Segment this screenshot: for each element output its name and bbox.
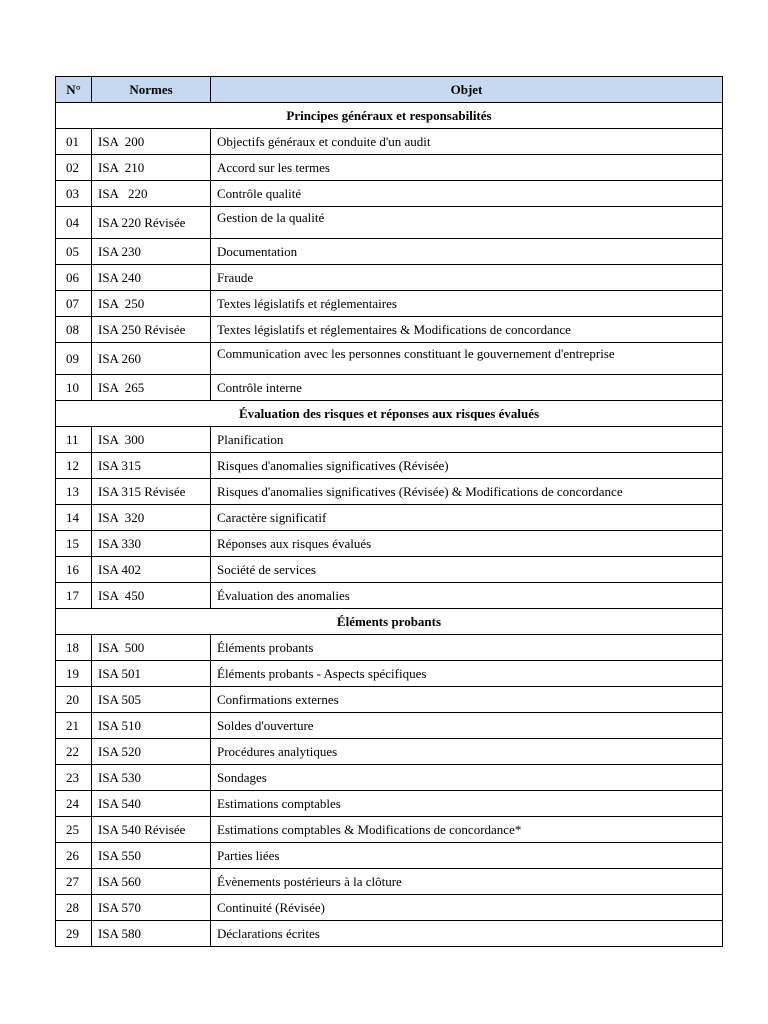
row-objet: Déclarations écrites: [211, 921, 723, 947]
row-objet: Accord sur les termes: [211, 155, 723, 181]
row-number: 27: [56, 869, 92, 895]
section-title: Éléments probants: [56, 609, 723, 635]
row-norme: ISA 580: [92, 921, 211, 947]
table-row: [56, 505, 723, 531]
row-norme: ISA 300: [92, 427, 211, 453]
table-row: [56, 843, 723, 869]
row-norme: ISA 250: [92, 291, 211, 317]
row-norme: ISA 540 Révisée: [92, 817, 211, 843]
row-number: 08: [56, 317, 92, 343]
row-objet: Continuité (Révisée): [211, 895, 723, 921]
table-row: [56, 129, 723, 155]
row-norme: ISA 315: [92, 453, 211, 479]
row-norme: ISA 330: [92, 531, 211, 557]
table-row: [56, 687, 723, 713]
row-objet: Documentation: [211, 239, 723, 265]
row-objet: Confirmations externes: [211, 687, 723, 713]
row-norme: ISA 240: [92, 265, 211, 291]
row-number: 02: [56, 155, 92, 181]
row-number: 03: [56, 181, 92, 207]
row-number: 17: [56, 583, 92, 609]
section-header-row: [56, 609, 723, 635]
row-norme: ISA 260: [92, 343, 211, 375]
header-normes: Normes: [92, 77, 211, 103]
section-title: Évaluation des risques et réponses aux risques évalués: [56, 401, 723, 427]
table-row: [56, 181, 723, 207]
row-norme: ISA 501: [92, 661, 211, 687]
row-objet: Textes législatifs et réglementaires & Modifications de concordance: [211, 317, 723, 343]
table-row: [56, 427, 723, 453]
row-number: 07: [56, 291, 92, 317]
row-norme: ISA 230: [92, 239, 211, 265]
table-row: [56, 921, 723, 947]
row-objet: Fraude: [211, 265, 723, 291]
row-objet: Objectifs généraux et conduite d'un audit: [211, 129, 723, 155]
row-norme: ISA 520: [92, 739, 211, 765]
row-objet: Gestion de la qualité: [211, 207, 723, 239]
row-number: 12: [56, 453, 92, 479]
row-number: 10: [56, 375, 92, 401]
row-number: 09: [56, 343, 92, 375]
row-norme: ISA 320: [92, 505, 211, 531]
row-number: 20: [56, 687, 92, 713]
section-title: Principes généraux et responsabilités: [56, 103, 723, 129]
header-objet: Objet: [211, 77, 723, 103]
table-row: [56, 317, 723, 343]
row-norme: ISA 210: [92, 155, 211, 181]
row-norme: ISA 540: [92, 791, 211, 817]
table-row: [56, 531, 723, 557]
row-number: 04: [56, 207, 92, 239]
row-objet: Risques d'anomalies significatives (Révisée) & Modifications de concordance: [211, 479, 723, 505]
row-objet: Contrôle interne: [211, 375, 723, 401]
row-number: 11: [56, 427, 92, 453]
table-row: [56, 375, 723, 401]
row-objet: Évaluation des anomalies: [211, 583, 723, 609]
table-row: [56, 869, 723, 895]
header-num: N°: [56, 77, 92, 103]
row-number: 13: [56, 479, 92, 505]
row-norme: ISA 402: [92, 557, 211, 583]
row-objet: Parties liées: [211, 843, 723, 869]
row-norme: ISA 550: [92, 843, 211, 869]
isa-standards-table-container: [55, 76, 722, 947]
row-number: 19: [56, 661, 92, 687]
row-objet: Risques d'anomalies significatives (Révisée): [211, 453, 723, 479]
row-number: 22: [56, 739, 92, 765]
row-objet: Soldes d'ouverture: [211, 713, 723, 739]
table-row: [56, 817, 723, 843]
row-norme: ISA 505: [92, 687, 211, 713]
table-row: [56, 265, 723, 291]
row-objet: Estimations comptables & Modifications de concordance*: [211, 817, 723, 843]
row-norme: ISA 560: [92, 869, 211, 895]
row-number: 28: [56, 895, 92, 921]
table-row: [56, 895, 723, 921]
row-objet: Éléments probants - Aspects spécifiques: [211, 661, 723, 687]
row-objet: Sondages: [211, 765, 723, 791]
row-norme: ISA 500: [92, 635, 211, 661]
row-norme: ISA 220: [92, 181, 211, 207]
row-number: 14: [56, 505, 92, 531]
table-row: [56, 207, 723, 239]
row-objet: Communication avec les personnes constituant le gouvernement d'entreprise: [211, 343, 723, 375]
row-number: 21: [56, 713, 92, 739]
row-norme: ISA 570: [92, 895, 211, 921]
table-row: [56, 557, 723, 583]
row-number: 06: [56, 265, 92, 291]
table-row: [56, 713, 723, 739]
row-norme: ISA 200: [92, 129, 211, 155]
row-norme: ISA 510: [92, 713, 211, 739]
table-row: [56, 343, 723, 375]
table-row: [56, 479, 723, 505]
row-number: 26: [56, 843, 92, 869]
row-norme: ISA 315 Révisée: [92, 479, 211, 505]
table-row: [56, 765, 723, 791]
row-norme: ISA 220 Révisée: [92, 207, 211, 239]
table-row: [56, 239, 723, 265]
row-objet: Contrôle qualité: [211, 181, 723, 207]
row-number: 16: [56, 557, 92, 583]
table-row: [56, 661, 723, 687]
row-objet: Estimations comptables: [211, 791, 723, 817]
row-objet: Réponses aux risques évalués: [211, 531, 723, 557]
row-number: 23: [56, 765, 92, 791]
row-objet: Société de services: [211, 557, 723, 583]
row-number: 29: [56, 921, 92, 947]
row-norme: ISA 265: [92, 375, 211, 401]
row-objet: Évènements postérieurs à la clôture: [211, 869, 723, 895]
table-row: [56, 739, 723, 765]
row-objet: Textes législatifs et réglementaires: [211, 291, 723, 317]
table-row: [56, 155, 723, 181]
row-number: 15: [56, 531, 92, 557]
table-row: [56, 791, 723, 817]
table-row: [56, 635, 723, 661]
row-norme: ISA 530: [92, 765, 211, 791]
section-header-row: [56, 103, 723, 129]
table-row: [56, 453, 723, 479]
table-header-row: [56, 77, 723, 103]
row-objet: Éléments probants: [211, 635, 723, 661]
table-body: [56, 103, 723, 947]
isa-standards-table: [55, 76, 723, 947]
row-objet: Procédures analytiques: [211, 739, 723, 765]
row-objet: Caractère significatif: [211, 505, 723, 531]
row-norme: ISA 450: [92, 583, 211, 609]
row-number: 01: [56, 129, 92, 155]
row-number: 05: [56, 239, 92, 265]
row-number: 18: [56, 635, 92, 661]
table-row: [56, 291, 723, 317]
row-number: 25: [56, 817, 92, 843]
row-objet: Planification: [211, 427, 723, 453]
row-number: 24: [56, 791, 92, 817]
table-row: [56, 583, 723, 609]
section-header-row: [56, 401, 723, 427]
row-norme: ISA 250 Révisée: [92, 317, 211, 343]
